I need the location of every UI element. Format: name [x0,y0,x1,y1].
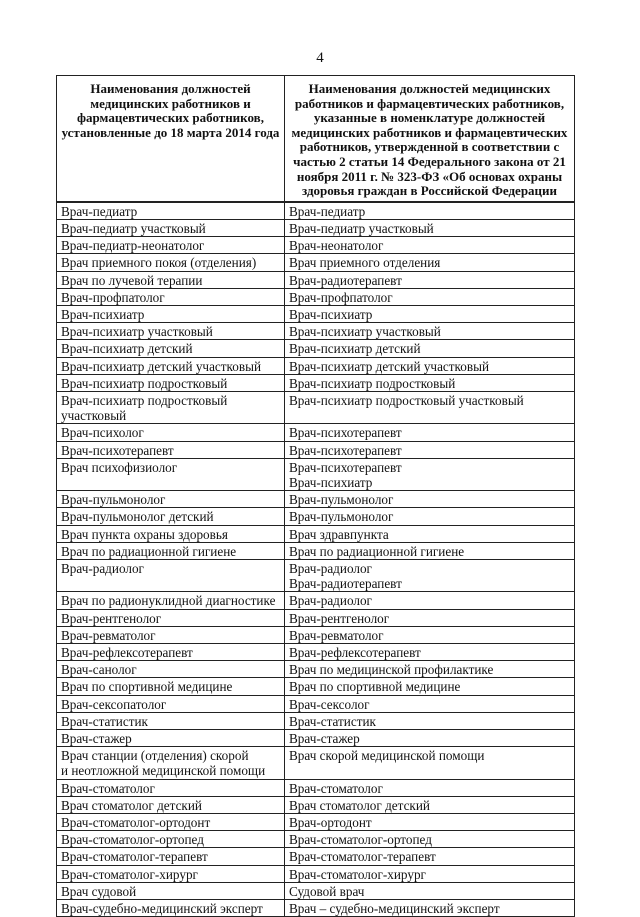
new-position-cell: Врач приемного отделения [285,254,575,271]
table-row [57,491,575,508]
old-position-cell: Врач-стажер [57,730,285,747]
table-row [57,626,575,643]
new-position-cell: Врач-психиатр детский участковый [285,357,575,374]
new-position-cell: Врач-психиатр подростковый участковый [285,391,575,423]
new-position-cell: Врач-пульмонолог [285,491,575,508]
new-position-cell: Врач-радиотерапевт [285,271,575,288]
page-number: 4 [316,50,324,66]
positions-table [56,75,575,917]
table-row [57,288,575,305]
table-row [57,712,575,729]
table-row [57,340,575,357]
old-position-cell: Врач-стоматолог-терапевт [57,848,285,865]
table-row [57,796,575,813]
old-position-cell: Врач-санолог [57,661,285,678]
table-row [57,592,575,609]
old-position-cell: Врач приемного покоя (отделения) [57,254,285,271]
table-row [57,779,575,796]
table-row [57,254,575,271]
old-position-cell: Врач-пульмонолог детский [57,508,285,525]
old-position-cell: Врач по лучевой терапии [57,271,285,288]
new-position-cell: Врач-сексолог [285,695,575,712]
new-position-cell: Врач-педиатр участковый [285,219,575,236]
table-row [57,900,575,917]
old-position-cell: Врач-стоматолог-хирург [57,865,285,882]
old-position-cell: Врач-пульмонолог [57,491,285,508]
table-row [57,391,575,423]
table-row [57,644,575,661]
old-position-cell: Врач-рентгенолог [57,609,285,626]
new-position-cell: Врач-ревматолог [285,626,575,643]
new-position-cell: Врач-педиатр [285,202,575,220]
old-position-cell: Врач-сексопатолог [57,695,285,712]
column-header-old-names: Наименования должностей медицинских работников и фармацевтических работников, установленные до 18 марта 2014 года [57,76,285,202]
table-row [57,202,575,220]
old-position-cell: Врач-судебно-медицинский эксперт [57,900,285,917]
old-position-cell: Врач по спортивной медицине [57,678,285,695]
table-row [57,424,575,441]
new-position-cell: Врач-пульмонолог [285,508,575,525]
table-row [57,525,575,542]
new-position-cell: Врач по спортивной медицине [285,678,575,695]
table-row [57,831,575,848]
table-row [57,865,575,882]
old-position-cell: Врач-психиатр [57,305,285,322]
column-header-new-names: Наименования должностей медицинских работников и фармацевтических работников, указанные в номенклатуре должностей медицинских работников и фармацевтических работников, утвержденной в соответствии с частью 2 статьи 14 Федерального закона от 21 ноября 2011 г. № 323-ФЗ «Об основах охраны здоровья граждан в Российской Федерации [285,76,575,202]
table-row [57,237,575,254]
new-position-cell: Врач по радиационной гигиене [285,542,575,559]
table-row [57,357,575,374]
new-position-cell: Врач-психиатр подростковый [285,374,575,391]
new-position-cell: Врач-психиатр детский [285,340,575,357]
new-position-cell: Врач-радиолог Врач-радиотерапевт [285,560,575,592]
new-position-cell: Врач-стоматолог-терапевт [285,848,575,865]
new-position-cell: Врач скорой медицинской помощи [285,747,575,779]
table-body [57,202,575,917]
table-row [57,695,575,712]
old-position-cell: Врач судовой [57,882,285,899]
new-position-cell: Врач-стоматолог-ортопед [285,831,575,848]
new-position-cell: Врач-психотерапевт Врач-психиатр [285,458,575,490]
table-row [57,219,575,236]
old-position-cell: Врач-рефлексотерапевт [57,644,285,661]
table-row [57,609,575,626]
table-row [57,441,575,458]
old-position-cell: Врач-психиатр участковый [57,323,285,340]
table-row [57,560,575,592]
table-row [57,374,575,391]
old-position-cell: Врач стоматолог детский [57,796,285,813]
new-position-cell: Врач здравпункта [285,525,575,542]
table-row [57,305,575,322]
new-position-cell: Врач-стажер [285,730,575,747]
new-position-cell: Врач-психиатр [285,305,575,322]
new-position-cell: Врач-статистик [285,712,575,729]
table-row [57,458,575,490]
new-position-cell: Врач-психиатр участковый [285,323,575,340]
old-position-cell: Врач по радиационной гигиене [57,542,285,559]
table-row [57,814,575,831]
new-position-cell: Врач стоматолог детский [285,796,575,813]
table-header-row [57,76,575,202]
old-position-cell: Врач-педиатр участковый [57,219,285,236]
table-row [57,747,575,779]
table-row [57,323,575,340]
old-position-cell: Врач-статистик [57,712,285,729]
new-position-cell: Врач – судебно-медицинский эксперт [285,900,575,917]
table-row [57,271,575,288]
new-position-cell: Врач-неонатолог [285,237,575,254]
old-position-cell: Врач пункта охраны здоровья [57,525,285,542]
old-position-cell: Врач-стоматолог-ортопед [57,831,285,848]
new-position-cell: Врач по медицинской профилактике [285,661,575,678]
new-position-cell: Врач-стоматолог [285,779,575,796]
table-row [57,848,575,865]
new-position-cell: Врач-рефлексотерапевт [285,644,575,661]
new-position-cell: Врач-психотерапевт [285,441,575,458]
table-row [57,661,575,678]
old-position-cell: Врач-психотерапевт [57,441,285,458]
old-position-cell: Врач-стоматолог-ортодонт [57,814,285,831]
old-position-cell: Врач-педиатр-неонатолог [57,237,285,254]
table-row [57,730,575,747]
table-row [57,678,575,695]
table-row [57,542,575,559]
old-position-cell: Врач-педиатр [57,202,285,220]
old-position-cell: Врач-психиатр детский [57,340,285,357]
table-row [57,882,575,899]
old-position-cell: Врач-психиатр детский участковый [57,357,285,374]
new-position-cell: Врач-радиолог [285,592,575,609]
new-position-cell: Врач-профпатолог [285,288,575,305]
old-position-cell: Врач психофизиолог [57,458,285,490]
new-position-cell: Врач-рентгенолог [285,609,575,626]
old-position-cell: Врач-психолог [57,424,285,441]
old-position-cell: Врач-психиатр подростковый [57,374,285,391]
table-row [57,508,575,525]
new-position-cell: Врач-стоматолог-хирург [285,865,575,882]
new-position-cell: Судовой врач [285,882,575,899]
old-position-cell: Врач-стоматолог [57,779,285,796]
old-position-cell: Врач по радионуклидной диагностике [57,592,285,609]
old-position-cell: Врач-ревматолог [57,626,285,643]
old-position-cell: Врач-профпатолог [57,288,285,305]
new-position-cell: Врач-ортодонт [285,814,575,831]
new-position-cell: Врач-психотерапевт [285,424,575,441]
old-position-cell: Врач-психиатр подростковый участковый [57,391,285,423]
old-position-cell: Врач-радиолог [57,560,285,592]
old-position-cell: Врач станции (отделения) скорой и неотложной медицинской помощи [57,747,285,779]
